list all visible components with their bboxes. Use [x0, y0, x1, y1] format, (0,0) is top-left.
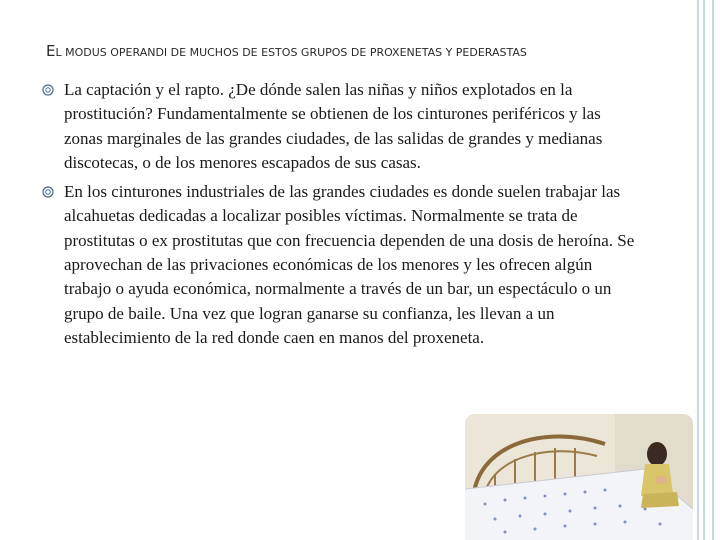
frame-rule-middle — [703, 0, 705, 540]
bullet-icon — [42, 84, 54, 96]
bullet-list — [42, 78, 642, 355]
bullet-item — [42, 180, 642, 350]
title-text: L MODUS OPERANDI DE MUCHOS DE ESTOS GRUPOS DE PROXENETAS Y PEDERASTAS — [55, 46, 527, 59]
frame-rule-left — [697, 0, 699, 540]
photo-illustration — [465, 414, 693, 540]
bullet-text: La captación y el rapto. ¿De dónde salen las niñas y niños explotados en la prostitución? Fundamentalmente se obtienen de los cinturones periféricos y las zonas marginales de las grandes ciudades, de las salidas de grandes y medianas discotecas, o de los menores escapados de sus casas. — [64, 80, 603, 172]
frame-rule-right — [712, 0, 714, 540]
bullet-text: En los cinturones industriales de las grandes ciudades es donde suelen trabajar las alcahuetas dedicadas a localizar posibles víctimas. Normalmente se trata de prostitutas o ex prostitutas que con frecuencia dependen de una dosis de heroína. Se aprovechan de las privaciones económicas de los menores y les ofrecen algún trabajo o ayuda económica, normalmente a través de un bar, un espectáculo o un grupo de baile. Una vez que logran ganarse su confianza, les llevan a un establecimiento de la red donde caen en manos del proxeneta. — [64, 182, 635, 347]
bullet-item — [42, 78, 642, 175]
girl-on-bed-photo — [465, 414, 693, 540]
bullet-icon — [42, 186, 54, 198]
title-initial: E — [46, 42, 56, 60]
slide-title — [46, 42, 646, 60]
